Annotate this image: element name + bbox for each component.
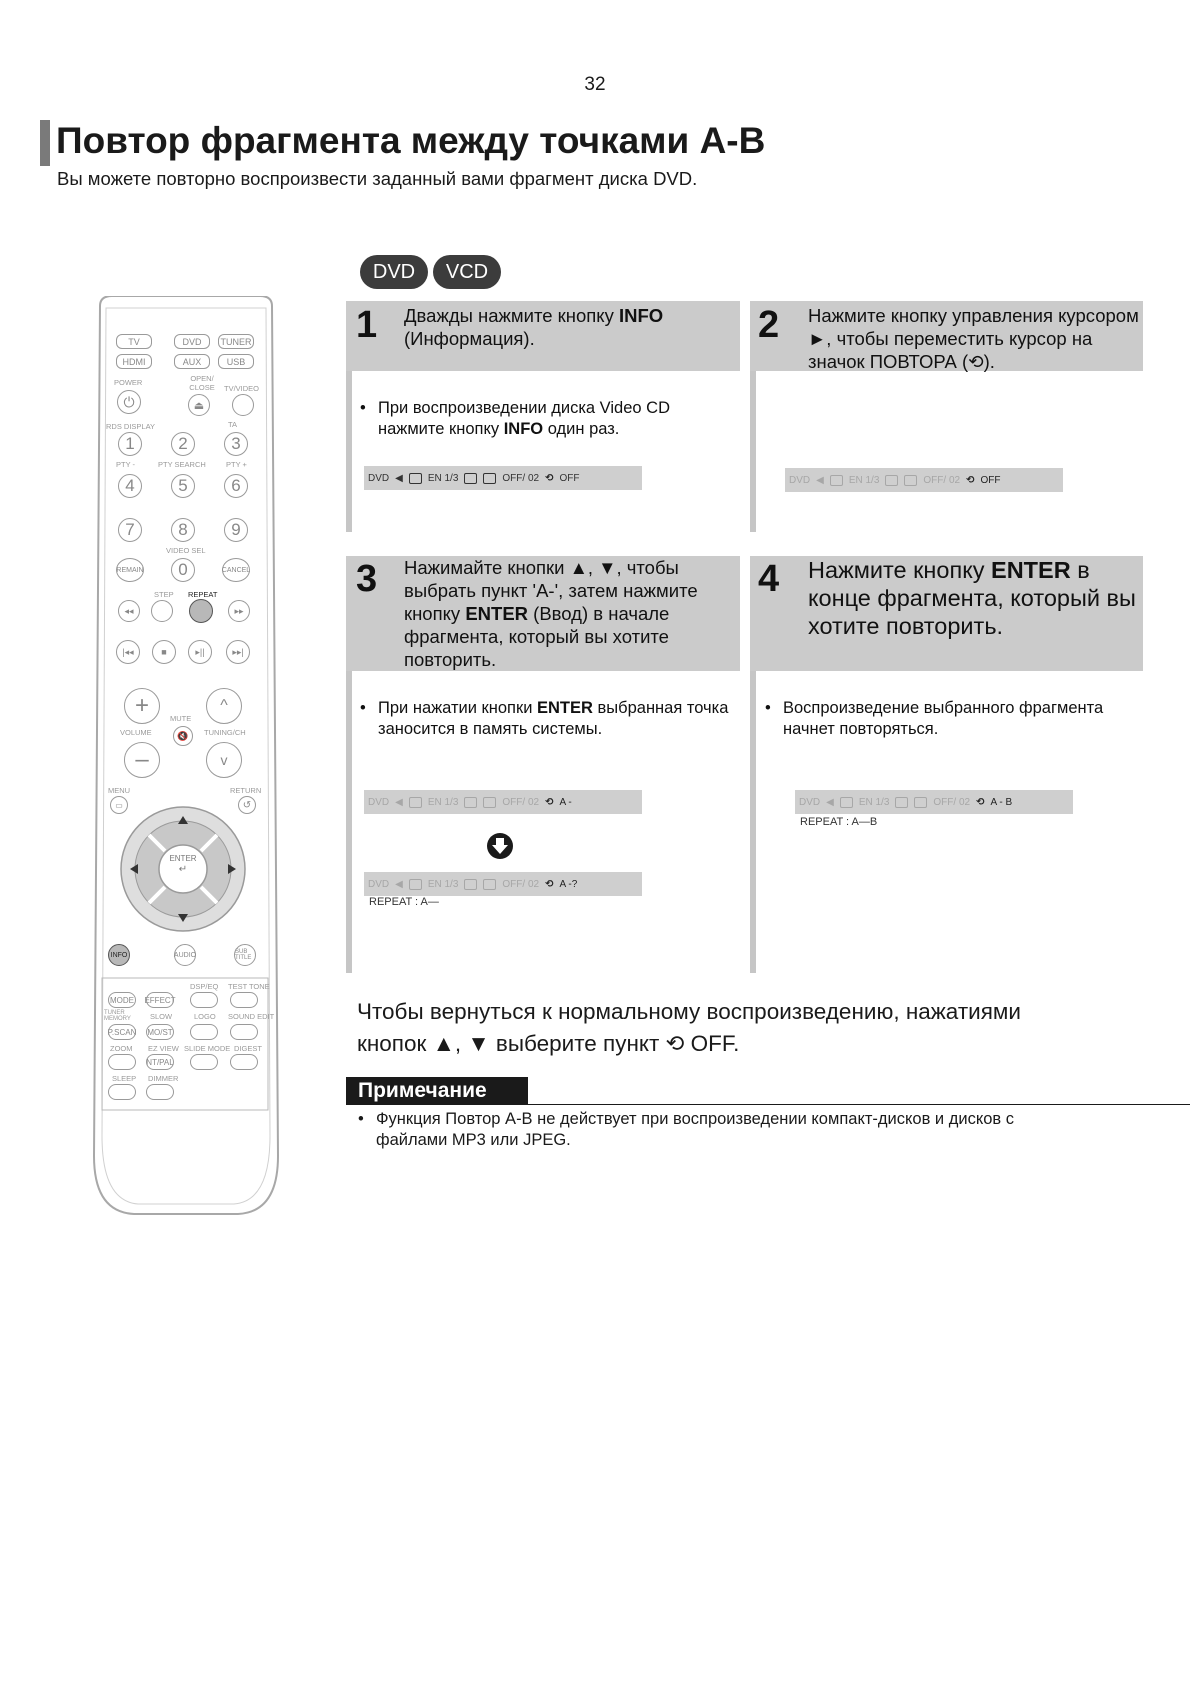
step-4-osd-bar: DVD ◀ EN 1/3 OFF/ 02 ⟲ A - B [795, 790, 1073, 814]
volume-up-icon[interactable]: + [124, 688, 160, 724]
step-2-instruction: Нажмите кнопку управления курсором ►, чтобы переместить курсор на значок ПОВТОРА (⟲). [808, 305, 1139, 372]
repeat-icon: ⟲ [545, 796, 554, 808]
enter-icon: ↵ [178, 864, 188, 875]
repeat-label: REPEAT [188, 590, 218, 599]
remain-button[interactable]: REMAIN [116, 558, 144, 582]
aux-button[interactable]: AUX [174, 354, 210, 369]
logo-button[interactable] [190, 1024, 218, 1040]
step-4-note: • Воспроизведение выбранного фрагмента начнет повторяться. [765, 698, 1135, 740]
step-3-osd-bar-a-question: DVD ◀ EN 1/3 OFF/ 02 ⟲ A -? [364, 872, 642, 896]
ez-view-label: EZ VIEW [148, 1044, 179, 1053]
subtitle-icon [904, 475, 917, 486]
note-title: Примечание [346, 1077, 528, 1105]
return-instruction [357, 996, 1021, 1060]
note-divider [346, 1104, 1190, 1105]
mute-icon[interactable]: 🔇 [173, 726, 193, 746]
tuning-ch-label: TUNING/CH [204, 728, 246, 737]
step-3-osd-bar-a: DVD ◀ EN 1/3 OFF/ 02 ⟲ A - [364, 790, 642, 814]
page-title: Повтор фрагмента между точками A-B [56, 120, 766, 161]
pty-search-label: PTY SEARCH [158, 460, 206, 469]
note-text: • Функция Повтор A-B не действует при воспроизведении компакт-дисков и дисков с файлами MP3 или JPEG. [358, 1109, 1078, 1151]
step-4-number: 4 [758, 558, 780, 600]
title-accent-bar [40, 120, 50, 166]
video-sel-label: VIDEO SEL [166, 546, 206, 555]
slide-mode-button[interactable] [190, 1054, 218, 1070]
digit-6-button[interactable]: 6 [224, 474, 248, 498]
chapter-icon [409, 879, 422, 890]
digit-0-button[interactable]: 0 [171, 558, 195, 582]
step-1-instruction: Дважды нажмите кнопку INFO (Информация). [404, 305, 664, 349]
step-4-osd-caption: REPEAT : A—B [800, 816, 878, 828]
step-4-rail [750, 671, 756, 973]
dolby-icon [885, 475, 898, 486]
enter-label: ENTER [169, 854, 197, 863]
sound-edit-label: SOUND EDIT [228, 1012, 275, 1021]
effect-button[interactable]: EFFECT [146, 992, 174, 1008]
mode-button[interactable]: MODE [108, 992, 136, 1008]
test-tone-button[interactable] [230, 992, 258, 1008]
volume-down-icon[interactable]: – [124, 742, 160, 778]
pty-minus-label: PTY - [116, 460, 136, 469]
menu-icon[interactable]: ▭ [110, 796, 128, 814]
dolby-icon [464, 473, 477, 484]
chapter-icon [409, 797, 422, 808]
return-instruction-line-2: кнопок ▲, ▼ выберите пункт ⟲ OFF. [357, 1031, 740, 1056]
subtitle-button[interactable]: SUB TITLE [234, 944, 256, 966]
mo-st-button[interactable]: MO/ST [146, 1024, 174, 1040]
pty-plus-label: PTY + [226, 460, 247, 469]
digit-4-button[interactable]: 4 [118, 474, 142, 498]
subtitle-icon [914, 797, 927, 808]
step-label: STEP [154, 590, 174, 599]
zoom-label: ZOOM [110, 1044, 133, 1053]
sleep-button[interactable] [108, 1084, 136, 1100]
step-2-rail [750, 371, 756, 532]
remote-control-illustration [88, 296, 284, 1218]
step-1-number: 1 [356, 304, 378, 346]
logo-label: LOGO [194, 1012, 216, 1021]
dolby-icon [464, 879, 477, 890]
digit-7-button[interactable]: 7 [118, 518, 142, 542]
info-button[interactable]: INFO [108, 944, 130, 966]
previous-icon[interactable]: |◂◂ [116, 640, 140, 664]
subtitle-icon [483, 473, 496, 484]
slide-mode-label: SLIDE MODE [184, 1044, 231, 1053]
play-pause-icon[interactable]: ▸|| [188, 640, 212, 664]
dimmer-button[interactable] [146, 1084, 174, 1100]
cancel-button[interactable]: CANCEL [222, 558, 250, 582]
digest-button[interactable] [230, 1054, 258, 1070]
tuner-button[interactable]: TUNER [218, 334, 254, 349]
tuner-memory-label: TUNER MEMORY [104, 1010, 131, 1022]
step-1-note: • При воспроизведении диска Video CD нажмите кнопку INFO один раз. [360, 398, 720, 440]
open-close-label: OPEN/ CLOSE [189, 374, 215, 392]
tuning-up-icon[interactable]: ^ [206, 688, 242, 724]
pscan-button[interactable]: P.SCAN [108, 1024, 136, 1040]
digit-8-button[interactable]: 8 [171, 518, 195, 542]
test-tone-label: TEST TONE [228, 982, 270, 991]
vcd-badge: VCD [433, 255, 501, 289]
dsp-eq-button[interactable] [190, 992, 218, 1008]
hdmi-button[interactable]: HDMI [116, 354, 152, 369]
step-1-rail [346, 371, 352, 532]
audio-button[interactable]: AUDIO [174, 944, 196, 966]
dimmer-label: DIMMER [148, 1074, 179, 1083]
step-3-rail [346, 671, 352, 973]
mute-label: MUTE [170, 714, 192, 723]
step-button[interactable] [151, 600, 173, 622]
sleep-label: SLEEP [112, 1074, 137, 1083]
sound-edit-button[interactable] [230, 1024, 258, 1040]
slow-label: SLOW [150, 1012, 173, 1021]
repeat-icon: ⟲ [976, 796, 985, 808]
dolby-icon [464, 797, 477, 808]
repeat-button[interactable] [189, 599, 213, 623]
digit-3-button[interactable]: 3 [224, 432, 248, 456]
subtitle-icon [483, 879, 496, 890]
step-1-osd-bar: DVD ◀ EN 1/3 OFF/ 02 ⟲ OFF [364, 466, 642, 490]
power-label: POWER [114, 378, 143, 387]
step-3-osd-caption: REPEAT : A— [369, 896, 439, 908]
rds-display-label: RDS DISPLAY [106, 422, 156, 431]
subtitle-icon [483, 797, 496, 808]
eject-icon[interactable]: ⏏ [188, 394, 210, 416]
tv-button[interactable]: TV [116, 334, 152, 349]
step-2-number: 2 [758, 304, 780, 346]
return-label: RETURN [230, 786, 262, 795]
repeat-icon: ⟲ [545, 878, 554, 890]
menu-label: MENU [108, 786, 131, 795]
page-number: 32 [584, 74, 606, 95]
stop-icon[interactable]: ■ [152, 640, 176, 664]
zoom-button[interactable] [108, 1054, 136, 1070]
tv-video-button[interactable] [232, 394, 254, 416]
chapter-icon [830, 475, 843, 486]
digit-1-button[interactable]: 1 [118, 432, 142, 456]
digest-label: DIGEST [234, 1044, 262, 1053]
fast-forward-icon[interactable]: ▸▸ [228, 600, 250, 622]
chapter-icon [409, 473, 422, 484]
digit-5-button[interactable]: 5 [171, 474, 195, 498]
step-3-note: • При нажатии кнопки ENTER выбранная точка заносится в память системы. [360, 698, 730, 740]
return-instruction-line-1: Чтобы вернуться к нормальному воспроизведению, нажатиями [357, 999, 1021, 1024]
chapter-icon [840, 797, 853, 808]
rewind-icon[interactable]: ◂◂ [118, 600, 140, 622]
step-4-instruction: Нажмите кнопку ENTER в конце фрагмента, который вы хотите повторить. [808, 557, 1136, 639]
dolby-icon [895, 797, 908, 808]
step-3-instruction: Нажимайте кнопки ▲, ▼, чтобы выбрать пункт 'A-', затем нажмите кнопку ENTER (Ввод) в начале фрагмента, который вы хотите повторить. [404, 557, 698, 670]
power-icon[interactable]: ⏻ [117, 390, 141, 414]
digit-9-button[interactable]: 9 [224, 518, 248, 542]
return-icon[interactable]: ↺ [238, 796, 256, 814]
tuning-down-icon[interactable]: v [206, 742, 242, 778]
ta-label: TA [228, 420, 238, 429]
page-subtitle: Вы можете повторно воспроизвести заданный вами фрагмент диска DVD. [57, 168, 698, 189]
step-2-osd-bar: DVD ◀ EN 1/3 OFF/ 02 ⟲ OFF [785, 468, 1063, 492]
digit-2-button[interactable]: 2 [171, 432, 195, 456]
tv-video-label: TV/VIDEO [224, 384, 260, 393]
usb-button[interactable]: USB [218, 354, 254, 369]
next-icon[interactable]: ▸▸| [226, 640, 250, 664]
dvd-badge: DVD [360, 255, 428, 289]
ntpal-button[interactable]: NT/PAL [146, 1054, 174, 1070]
repeat-icon: ⟲ [966, 474, 975, 486]
volume-label: VOLUME [120, 728, 152, 737]
arrow-down-circle-icon [486, 832, 514, 860]
dsp-eq-label: DSP/EQ [190, 982, 219, 991]
step-3-number: 3 [356, 558, 378, 600]
dvd-source-button[interactable]: DVD [174, 334, 210, 349]
repeat-icon: ⟲ [545, 472, 554, 484]
